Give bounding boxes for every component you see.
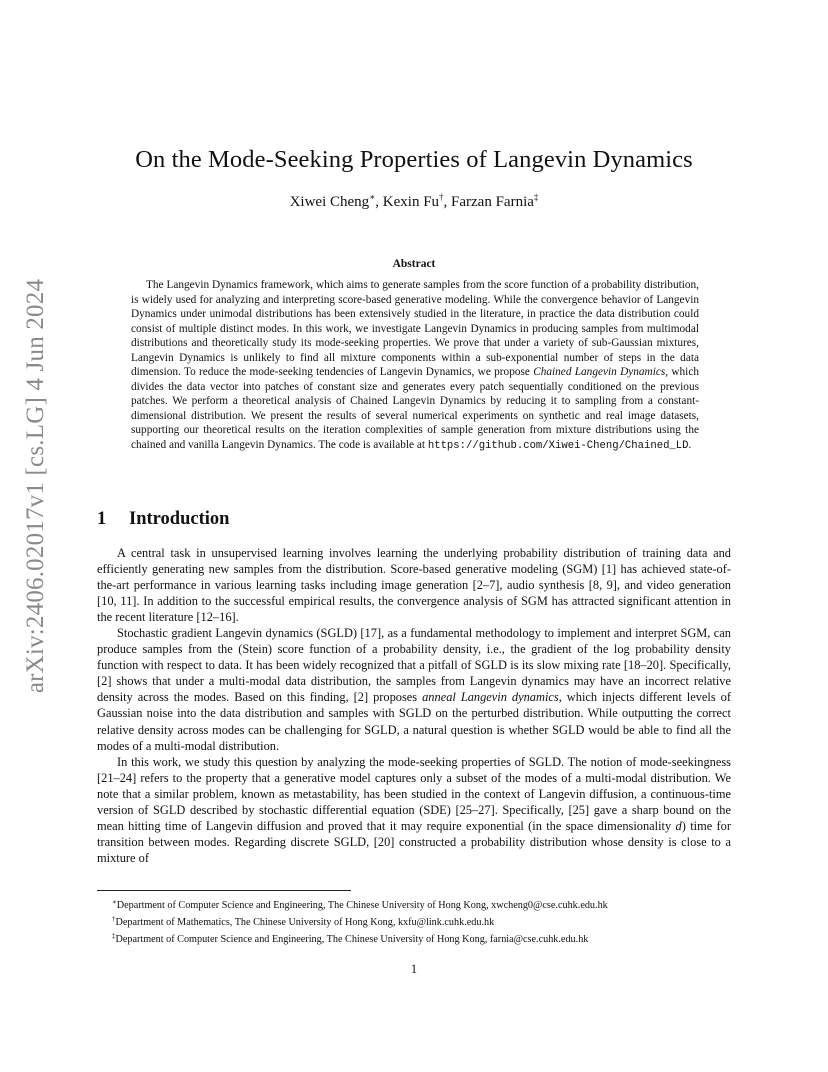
author-name: Xiwei Cheng <box>289 194 370 210</box>
footnote-mark: ∗ <box>112 898 117 906</box>
author-affiliation-mark: ∗ <box>369 192 376 202</box>
section-heading <box>97 509 229 530</box>
paragraph: A central task in unsupervised learning involves learning the underlying probability distribution of training data and efficiently generating new samples from the distribution. Score-based generative modeling (SGM) [1] has achieved state-of-the-art performance in various learning tasks including image generation [2–7], audio synthesis [8, 9], and video generation [10, 11]. In addition to the successful empirical results, the convergence analysis of SGM has attracted significant attention in the recent literature [12–16]. <box>97 546 731 625</box>
arxiv-stamp <box>22 278 49 694</box>
emphasis: anneal Langevin dynamics <box>422 690 559 705</box>
footnote-text: Department of Computer Science and Engineering, The Chinese University of Hong Kong, farnia@cse.cuhk.edu.hk <box>115 933 589 945</box>
abstract-text-part: The Langevin Dynamics framework, which aims to generate samples from the score function of a probability distribution, is widely used for analyzing and interpreting score-based generative modeling. While the convergence behavior of Langevin Dynamics under unimodal distributions has been extensively studied in the literature, in practice the data distribution could consist of multiple distinct modes. In this work, we investigate Langevin Dynamics in producing samples from multimodal distributions and theoretically study its mode-seeking properties. We prove that under a variety of sub-Gaussian mixtures, Langevin Dynamics is unlikely to find all mixture components within a sub-exponential number of steps in the data dimension. To reduce the mode-seeking tendencies of Langevin Dynamics, we propose <box>131 279 699 378</box>
footnote-text: Department of Mathematics, The Chinese University of Hong Kong, kxfu@link.cuhk.edu.hk <box>115 916 495 928</box>
arxiv-identifier: arXiv:2406.02017v1 [cs.LG] 4 Jun 2024 <box>22 278 49 694</box>
author-name: Farzan Farnia <box>451 194 534 210</box>
author-name: Kexin Fu <box>382 194 440 210</box>
paragraph-text: In this work, we study this question by analyzing the mode-seeking properties of SGLD. The notion of mode-seekingness [21–24] refers to the property that a generative model captures only a subset of the modes of a multi-modal distribution. We note that a similar problem, known as metastability, has been studied in the context of Langevin diffusion, a continuous-time version of SGLD described by stochastic differential equation (SDE) [25–27]. Specifically, [25] gave a sharp bound on the mean hitting time of Langevin diffusion and proved that it may require exponential (in the space dimensionality <box>97 754 731 833</box>
abstract-text-part: , which divides the data vector into patches of constant size and generates every patch sequentially conditioned on the previous patches. We perform a theoretical analysis of Chained Langevin Dynamics by reducing it to sampling from a constant-dimensional distribution. We present the results of several numerical experiments on synthetic and real image datasets, supporting our theoretical results on the iteration complexities of sample generation from mixture distributions using the chained and vanilla Langevin Dynamics. The code is available at <box>131 366 699 451</box>
abstract-heading: Abstract <box>392 258 436 270</box>
code-link[interactable]: https://github.com/Xiwei-Cheng/Chained_LD <box>427 439 689 452</box>
paragraph <box>97 625 731 753</box>
paper-title: On the Mode-Seeking Properties of Langevin Dynamics <box>135 146 693 173</box>
abstract-emphasis: Chained Langevin Dynamics <box>533 366 666 378</box>
footnote-text: Department of Computer Science and Engineering, The Chinese University of Hong Kong, xwcheng0@cse.cuhk.edu.hk <box>116 900 608 911</box>
footnote <box>112 896 732 913</box>
math-variable: d <box>675 818 682 833</box>
paragraph-text: ) time for transition between modes. Regarding discrete SGLD, [20] constructed a probability distribution whose density is close to a mixture of <box>97 818 731 865</box>
abstract-text <box>131 278 699 453</box>
author-affiliation-mark: ‡ <box>533 192 539 202</box>
paragraph <box>97 754 731 866</box>
footnote <box>112 930 732 947</box>
author-affiliation-mark: † <box>439 192 444 202</box>
paragraph-text: Stochastic gradient Langevin dynamics (SGLD) [17], as a fundamental methodology to implement and interpret SGM, can produce samples from the (Stein) score function of a probability density, i.e., the gradient of the log probability density function with respect to data. It has been widely recognized that a pitfall of SGLD is its slow mixing rate [18–20]. Specifically, [2] shows that under a multi-modal data distribution, the samples from Langevin dynamics may have an incorrect relative density across the modes. Based on this finding, [2] proposes <box>97 626 731 705</box>
section-number: 1 <box>97 509 107 529</box>
footnotes <box>112 896 732 946</box>
section-title: Introduction <box>129 509 230 529</box>
section-body <box>97 545 731 866</box>
footnote-divider <box>97 890 351 891</box>
footnote-mark: † <box>112 914 116 923</box>
footnote-mark: ‡ <box>112 931 116 940</box>
footnote <box>112 913 732 930</box>
author-list: Xiwei Cheng∗, Kexin Fu†, Farzan Farnia‡ <box>289 192 539 210</box>
page-number: 1 <box>410 962 418 976</box>
paragraph-text: , which injects different levels of Gaussian noise into the data distribution and samples with SGLD on the perturbed distribution. While outputting the correct relative density across modes can be challenging for SGLD, a natural question is whether SGLD would be able to find all the modes of a multi-modal distribution. <box>97 690 731 753</box>
abstract-text-part: . <box>688 438 692 451</box>
